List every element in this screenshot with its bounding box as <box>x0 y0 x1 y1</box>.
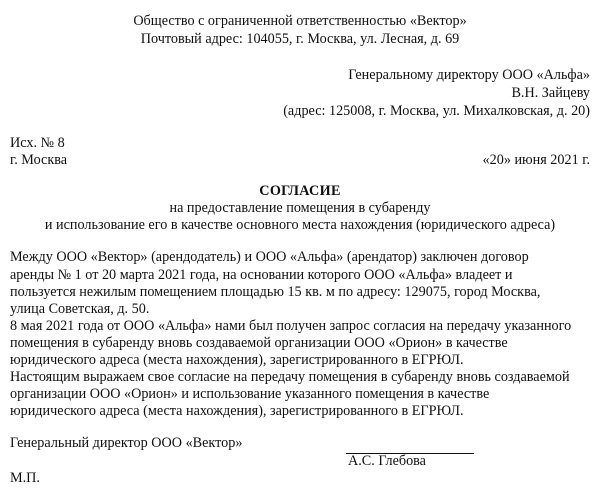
recipient-address: (адрес: 125008, г. Москва, ул. Михалковская, д. 20) <box>283 103 590 119</box>
sender-address: Почтовый адрес: 104055, г. Москва, ул. Лесная, д. 69 <box>140 31 460 47</box>
signatory-name: А.С. Глебова <box>348 453 426 469</box>
signatory-position: Генеральный директор ООО «Вектор» <box>10 435 243 451</box>
document-subtitle-1: на предоставление помещения в субаренду <box>169 200 431 216</box>
stamp-placeholder: М.П. <box>10 470 40 486</box>
body-line: юридического адреса (места нахождения), зарегистрированного в ЕГРЮЛ. <box>10 352 464 368</box>
body-line: аренды № 1 от 20 марта 2021 года, на основании которого ООО «Альфа» владеет и <box>10 267 513 283</box>
body-line: Настоящим выражаем свое согласие на передачу помещения в субаренду вновь создаваемой <box>10 369 570 385</box>
body-line: организации ООО «Орион» и использование указанного помещения в качестве <box>10 386 490 402</box>
body-line: 8 мая 2021 года от ООО «Альфа» нами был получен запрос согласия на передачу указанного <box>10 318 572 334</box>
reference-number: Исх. № 8 <box>10 135 65 151</box>
body-line: пользуется нежилым помещением площадью 15 кв. м по адресу: 129075, город Москва, <box>10 284 541 300</box>
body-line: юридического адреса (места нахождения), зарегистрированного в ЕГРЮЛ. <box>10 403 464 419</box>
city: г. Москва <box>10 152 68 168</box>
body-line: улица Советская, д. 50. <box>10 301 150 317</box>
sender-company: Общество с ограниченной ответственностью «Вектор» <box>133 13 467 29</box>
letter-date: «20» июня 2021 г. <box>482 152 590 168</box>
recipient-name: В.Н. Зайцеву <box>511 85 590 101</box>
body-line: помещения в субаренду вновь создаваемой организации ООО «Орион» в качестве <box>10 335 508 351</box>
recipient-position: Генеральному директору ООО «Альфа» <box>348 67 590 83</box>
body-line: Между ООО «Вектор» (арендодатель) и ООО «Альфа» (арендатор) заключен договор <box>10 249 529 265</box>
document-subtitle-2: и использование его в качестве основного места нахождения (юридического адреса) <box>44 217 556 233</box>
document-title: СОГЛАСИЕ <box>259 183 341 199</box>
